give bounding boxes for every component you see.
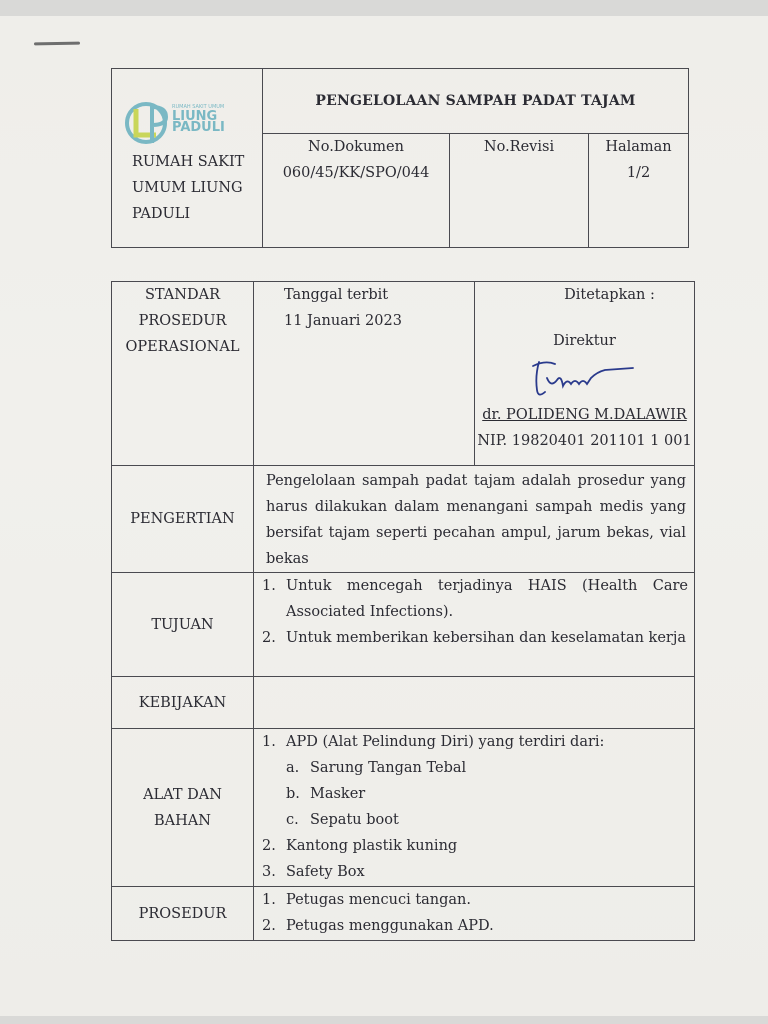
- tujuan-label: TUJUAN: [112, 573, 254, 677]
- director-position: Direktur: [553, 333, 616, 349]
- kebijakan-content: [254, 677, 695, 729]
- sop-label-line-2: PROSEDUR: [138, 313, 227, 329]
- prosedur-content: [254, 887, 695, 941]
- issue-date-label: Tanggal terbit: [284, 287, 389, 303]
- sop-content-table: [111, 281, 695, 941]
- list-item: [262, 573, 688, 625]
- staple-mark: [34, 42, 80, 46]
- list-item-text: Petugas mencuci tangan.: [286, 892, 472, 908]
- list-item-text: Kantong plastik kuning: [286, 838, 458, 854]
- pengertian-label: PENGERTIAN: [112, 466, 254, 573]
- hospital-name: [112, 149, 262, 233]
- list-item-number: 1.: [262, 578, 276, 594]
- issue-date-cell: [254, 282, 475, 466]
- list-item-number: 2.: [262, 838, 276, 854]
- doc-number-label: No.Dokumen: [308, 139, 404, 155]
- approved-label: Ditetapkan :: [564, 287, 655, 303]
- hospital-name-line-2: UMUM LIUNG: [132, 180, 243, 196]
- list-item-number: 1.: [262, 734, 276, 750]
- list-item-number: 3.: [262, 864, 276, 880]
- kebijakan-label: KEBIJAKAN: [112, 677, 254, 729]
- list-item-text: Untuk mencegah terjadinya HAIS (Health Care Associated Infections).: [286, 578, 688, 620]
- prosedur-label: PROSEDUR: [112, 887, 254, 941]
- list-item: [262, 625, 688, 651]
- revision-cell: [450, 134, 589, 248]
- list-item-text: APD (Alat Pelindung Diri) yang terdiri dari:: [286, 734, 605, 750]
- list-item-text: Masker: [310, 786, 366, 802]
- list-item: [262, 781, 688, 807]
- alat-label-cell: [112, 729, 254, 887]
- sop-label-cell: [112, 282, 254, 466]
- page-cell: [589, 134, 689, 248]
- document-title: PENGELOLAAN SAMPAH PADAT TAJAM: [263, 69, 689, 134]
- alat-label-line-2: BAHAN: [154, 812, 211, 829]
- revision-label: No.Revisi: [483, 139, 555, 155]
- list-item: [262, 755, 688, 781]
- list-item: [262, 913, 688, 939]
- hospital-logo: [112, 69, 262, 149]
- director-nip: NIP. 19820401 201101 1 001: [477, 433, 692, 449]
- director-signature: [475, 356, 694, 402]
- logo-line-1: LIUNG: [172, 109, 218, 124]
- list-item-number: a.: [286, 760, 300, 776]
- logo-line-2: PADULI: [172, 120, 225, 135]
- sop-label-line-3: OPERASIONAL: [125, 339, 240, 355]
- list-item: [262, 729, 688, 755]
- director-name: dr. POLIDENG M.DALAWIR: [482, 407, 687, 423]
- tujuan-content: [254, 573, 695, 677]
- list-item-text: Untuk memberikan kebersihan dan keselamatan kerja: [286, 630, 686, 646]
- list-item-number: 2.: [262, 630, 276, 646]
- doc-number-value: 060/45/KK/SPO/044: [282, 165, 430, 181]
- document-header-table: [111, 68, 689, 248]
- list-item: [262, 859, 688, 885]
- list-item-number: 1.: [262, 892, 276, 908]
- alat-content: [254, 729, 695, 887]
- logo-wordmark: [172, 111, 225, 133]
- pengertian-text: Pengelolaan sampah padat tajam adalah prosedur yang harus dilakukan dalam menangani sampah medis yang bersifat tajam seperti pecahan ampul, jarum bekas, vial bekas: [254, 466, 695, 573]
- approval-cell: [475, 282, 695, 466]
- prosedur-list: [254, 887, 694, 939]
- list-item-text: Sepatu boot: [310, 812, 399, 828]
- tujuan-list: [254, 573, 694, 651]
- list-item: [262, 807, 688, 833]
- list-item-text: Sarung Tangan Tebal: [310, 760, 467, 776]
- hospital-logo-icon: [122, 95, 174, 151]
- hospital-name-line-1: RUMAH SAKIT: [132, 154, 245, 170]
- list-item-text: Safety Box: [286, 864, 365, 880]
- issue-date-value: 11 Januari 2023: [284, 313, 402, 329]
- signature-image: [525, 356, 645, 402]
- doc-number-cell: [263, 134, 450, 248]
- list-item-number: b.: [286, 786, 300, 802]
- alat-list: [254, 729, 694, 885]
- sop-label-line-1: STANDAR: [145, 287, 220, 303]
- alat-label-line-1: ALAT DAN: [143, 786, 222, 803]
- page-value: 1/2: [626, 165, 651, 181]
- list-item-number: 2.: [262, 918, 276, 934]
- list-item: [262, 833, 688, 859]
- list-item: [262, 887, 688, 913]
- list-item-number: c.: [286, 812, 299, 828]
- page-label: Halaman: [605, 139, 672, 155]
- document-page: [0, 16, 768, 1016]
- list-item-text: Petugas menggunakan APD.: [286, 918, 494, 934]
- logo-small-text: RUMAH SAKIT UMUM: [172, 104, 225, 110]
- logo-cell: [112, 69, 263, 248]
- hospital-name-line-3: PADULI: [132, 206, 191, 222]
